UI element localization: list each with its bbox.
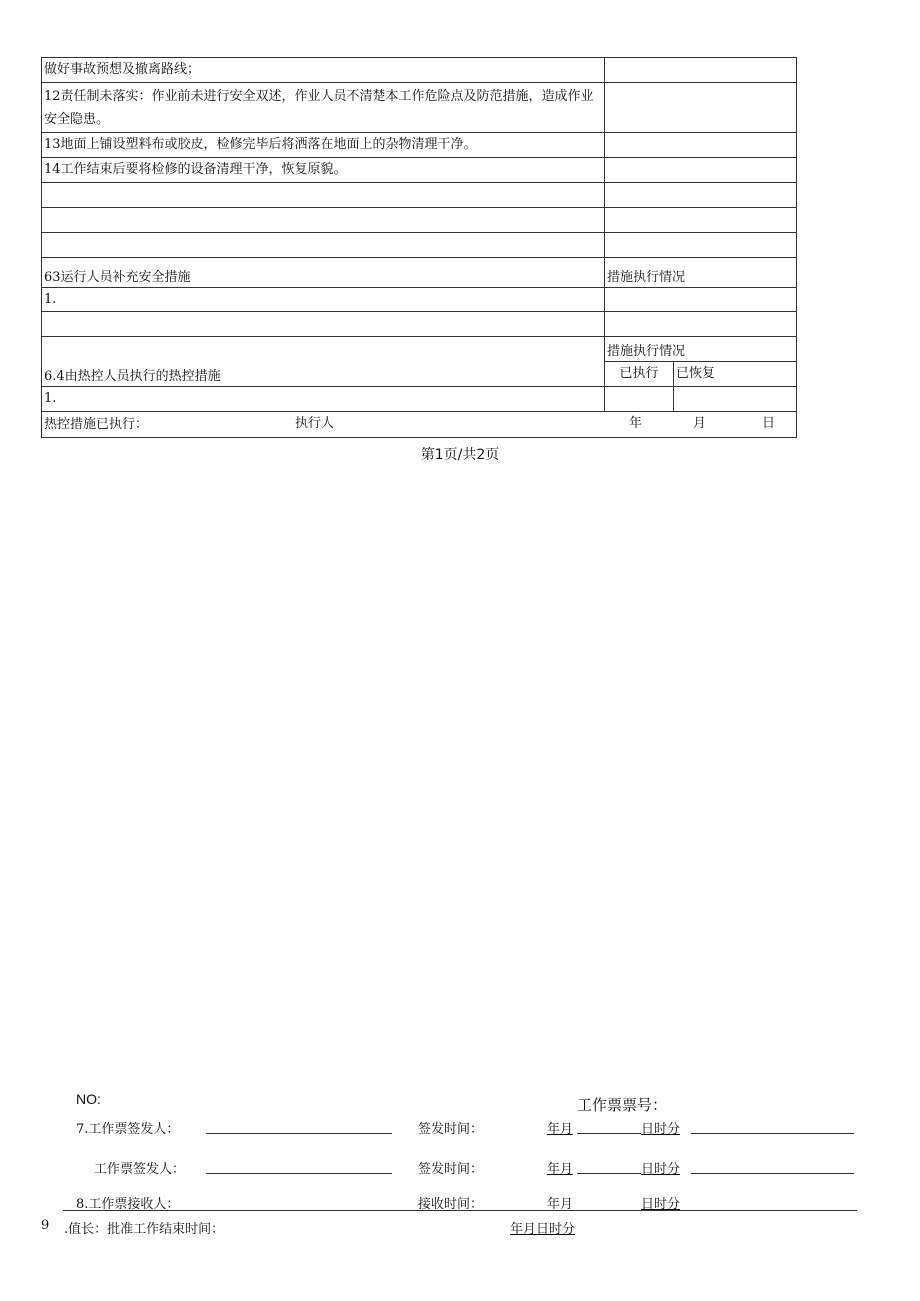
ticket-number-label: 工作票票号： — [577, 1096, 668, 1114]
issue-date-underline — [577, 1133, 641, 1134]
table-row — [42, 387, 797, 412]
issue-year-month: 年月 — [547, 1122, 574, 1137]
signature-cell — [42, 412, 797, 438]
section-63-status-header: 措施执行情况 — [605, 258, 797, 288]
row9-number: 9 — [41, 1218, 50, 1233]
section-63-item: 1. — [42, 288, 605, 312]
table-row — [42, 208, 797, 233]
status-cell — [605, 183, 797, 208]
restored-header: 已恢复 — [674, 362, 797, 387]
status-cell — [605, 83, 797, 133]
issue2-day-hour-min: 日时分 — [641, 1162, 681, 1177]
table-row — [42, 288, 797, 312]
section-64-item: 1. — [42, 387, 605, 412]
receive-day-hour-min: 日时分 — [641, 1197, 681, 1212]
day-label: 日 — [762, 416, 776, 431]
section-64-status-row — [42, 337, 797, 362]
executed-header: 已执行 — [605, 362, 674, 387]
receive-time-label: 接收时间： — [418, 1197, 484, 1212]
empty-cell — [42, 312, 605, 337]
receive-year-month: 年月 — [547, 1197, 574, 1212]
receiver-line[interactable] — [63, 1210, 857, 1211]
executed-label: 热控措施已执行： — [44, 416, 149, 432]
issue-time-label: 签发时间： — [418, 1122, 484, 1137]
signature-row — [42, 412, 797, 438]
empty-cell — [42, 183, 605, 208]
issue2-time-field[interactable] — [691, 1173, 854, 1174]
year-label: 年 — [629, 416, 643, 431]
table-row — [42, 58, 797, 83]
table-row — [42, 83, 797, 133]
table-row — [42, 183, 797, 208]
issue2-date-underline — [577, 1173, 641, 1174]
issue-time2-label: 签发时间： — [418, 1162, 484, 1177]
executor-label: 执行人 — [295, 416, 335, 431]
section-64-status-header: 措施执行情况 — [605, 337, 797, 362]
issuer2-field[interactable] — [206, 1173, 392, 1174]
restored-cell — [674, 387, 797, 412]
receiver-label: 8.工作票接收人： — [76, 1197, 180, 1212]
empty-cell — [42, 208, 605, 233]
empty-cell — [42, 233, 605, 258]
issuer-field[interactable] — [206, 1133, 392, 1134]
approve-end-time[interactable]: 年月日时分 — [510, 1222, 576, 1237]
measure-text: 12责任制未落实：作业前未进行安全双述，作业人员不清楚本工作危险点及防范措施，造成作业安全隐患。 — [42, 83, 605, 133]
shift-leader-label: .值长：批准工作结束时间： — [64, 1222, 225, 1237]
status-cell — [605, 133, 797, 158]
section-63-header — [42, 258, 797, 288]
status-cell — [605, 233, 797, 258]
measure-text: 做好事故预想及撤离路线； — [42, 58, 605, 83]
status-cell — [605, 312, 797, 337]
executed-cell — [605, 387, 674, 412]
table-row — [42, 133, 797, 158]
issuer-label: 7.工作票签发人： — [76, 1122, 180, 1137]
measure-text: 13地面上铺设塑料布或胶皮，检修完毕后将洒落在地面上的杂物清理干净。 — [42, 133, 605, 158]
status-cell — [605, 58, 797, 83]
status-cell — [605, 158, 797, 183]
table-row — [42, 233, 797, 258]
issuer2-label: 工作票签发人： — [94, 1162, 186, 1177]
section-63-title: 63运行人员补充安全措施 — [42, 258, 605, 288]
issue2-year-month: 年月 — [547, 1162, 574, 1177]
safety-measures-table — [41, 57, 797, 438]
table-row — [42, 158, 797, 183]
table-row — [42, 312, 797, 337]
no-label: NO: — [76, 1091, 101, 1107]
status-cell — [605, 288, 797, 312]
issue-time-field[interactable] — [691, 1133, 854, 1134]
section-64-title: 6.4由热控人员执行的热控措施 — [42, 337, 605, 387]
status-cell — [605, 208, 797, 233]
page-number: 第1页/共2页 — [420, 447, 500, 463]
measure-text: 14工作结束后要将检修的设备清理干净，恢复原貌。 — [42, 158, 605, 183]
issue-day-hour-min: 日时分 — [641, 1122, 681, 1137]
month-label: 月 — [693, 416, 707, 431]
